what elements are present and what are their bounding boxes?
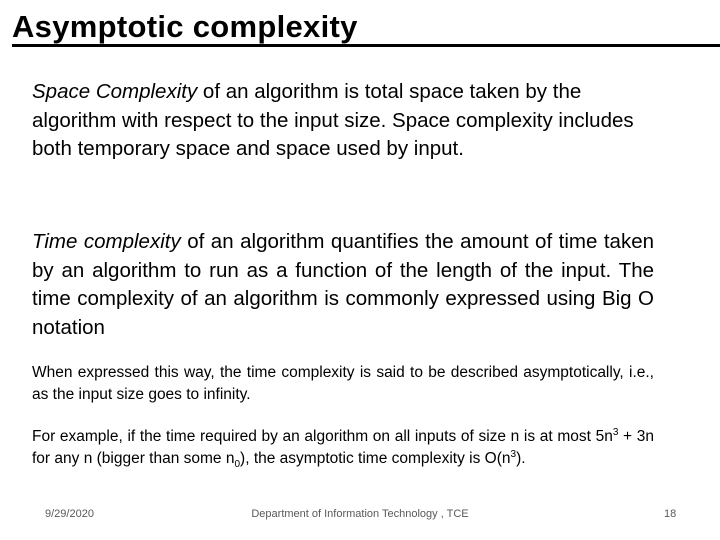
example-sup-1: 3 [612, 426, 619, 438]
time-complexity-paragraph [32, 228, 654, 342]
space-complexity-paragraph [32, 78, 654, 164]
example-paragraph [32, 426, 654, 470]
example-sub-1: 0 [234, 459, 241, 471]
example-sup-2: 3 [510, 448, 517, 460]
slide-title: Asymptotic complexity [12, 9, 358, 44]
footer-department: Department of Information Technology , TCE [251, 508, 469, 520]
title-underline [12, 44, 720, 47]
asymptotic-paragraph: When expressed this way, the time complexity is said to be described asymptotically, i.e., as the input size goes to infinity. [32, 364, 654, 403]
example-text-3: ), the asymptotic time complexity is O(n [240, 450, 511, 467]
time-complexity-term: Time complexity [32, 230, 181, 253]
time-complexity-text: of an algorithm quantifies the amount of time taken by an algorithm to run as a function of the length of the input. The time complexity of an algorithm is commonly expressed using Big O notation [32, 230, 655, 339]
space-complexity-text: of an algorithm is total space taken by the algorithm with respect to the input size. Space complexity includes both temporary space and space used by input. [32, 80, 634, 160]
example-text-4: ). [516, 450, 526, 467]
footer-date: 9/29/2020 [45, 508, 94, 520]
example-text-1: For example, if the time required by an algorithm on all inputs of size n is at most 5n [32, 428, 613, 445]
footer-page-number: 18 [664, 508, 677, 520]
space-complexity-term: Space Complexity [32, 80, 198, 103]
example-text-2: + 3n for any n (bigger than some n [32, 428, 655, 467]
